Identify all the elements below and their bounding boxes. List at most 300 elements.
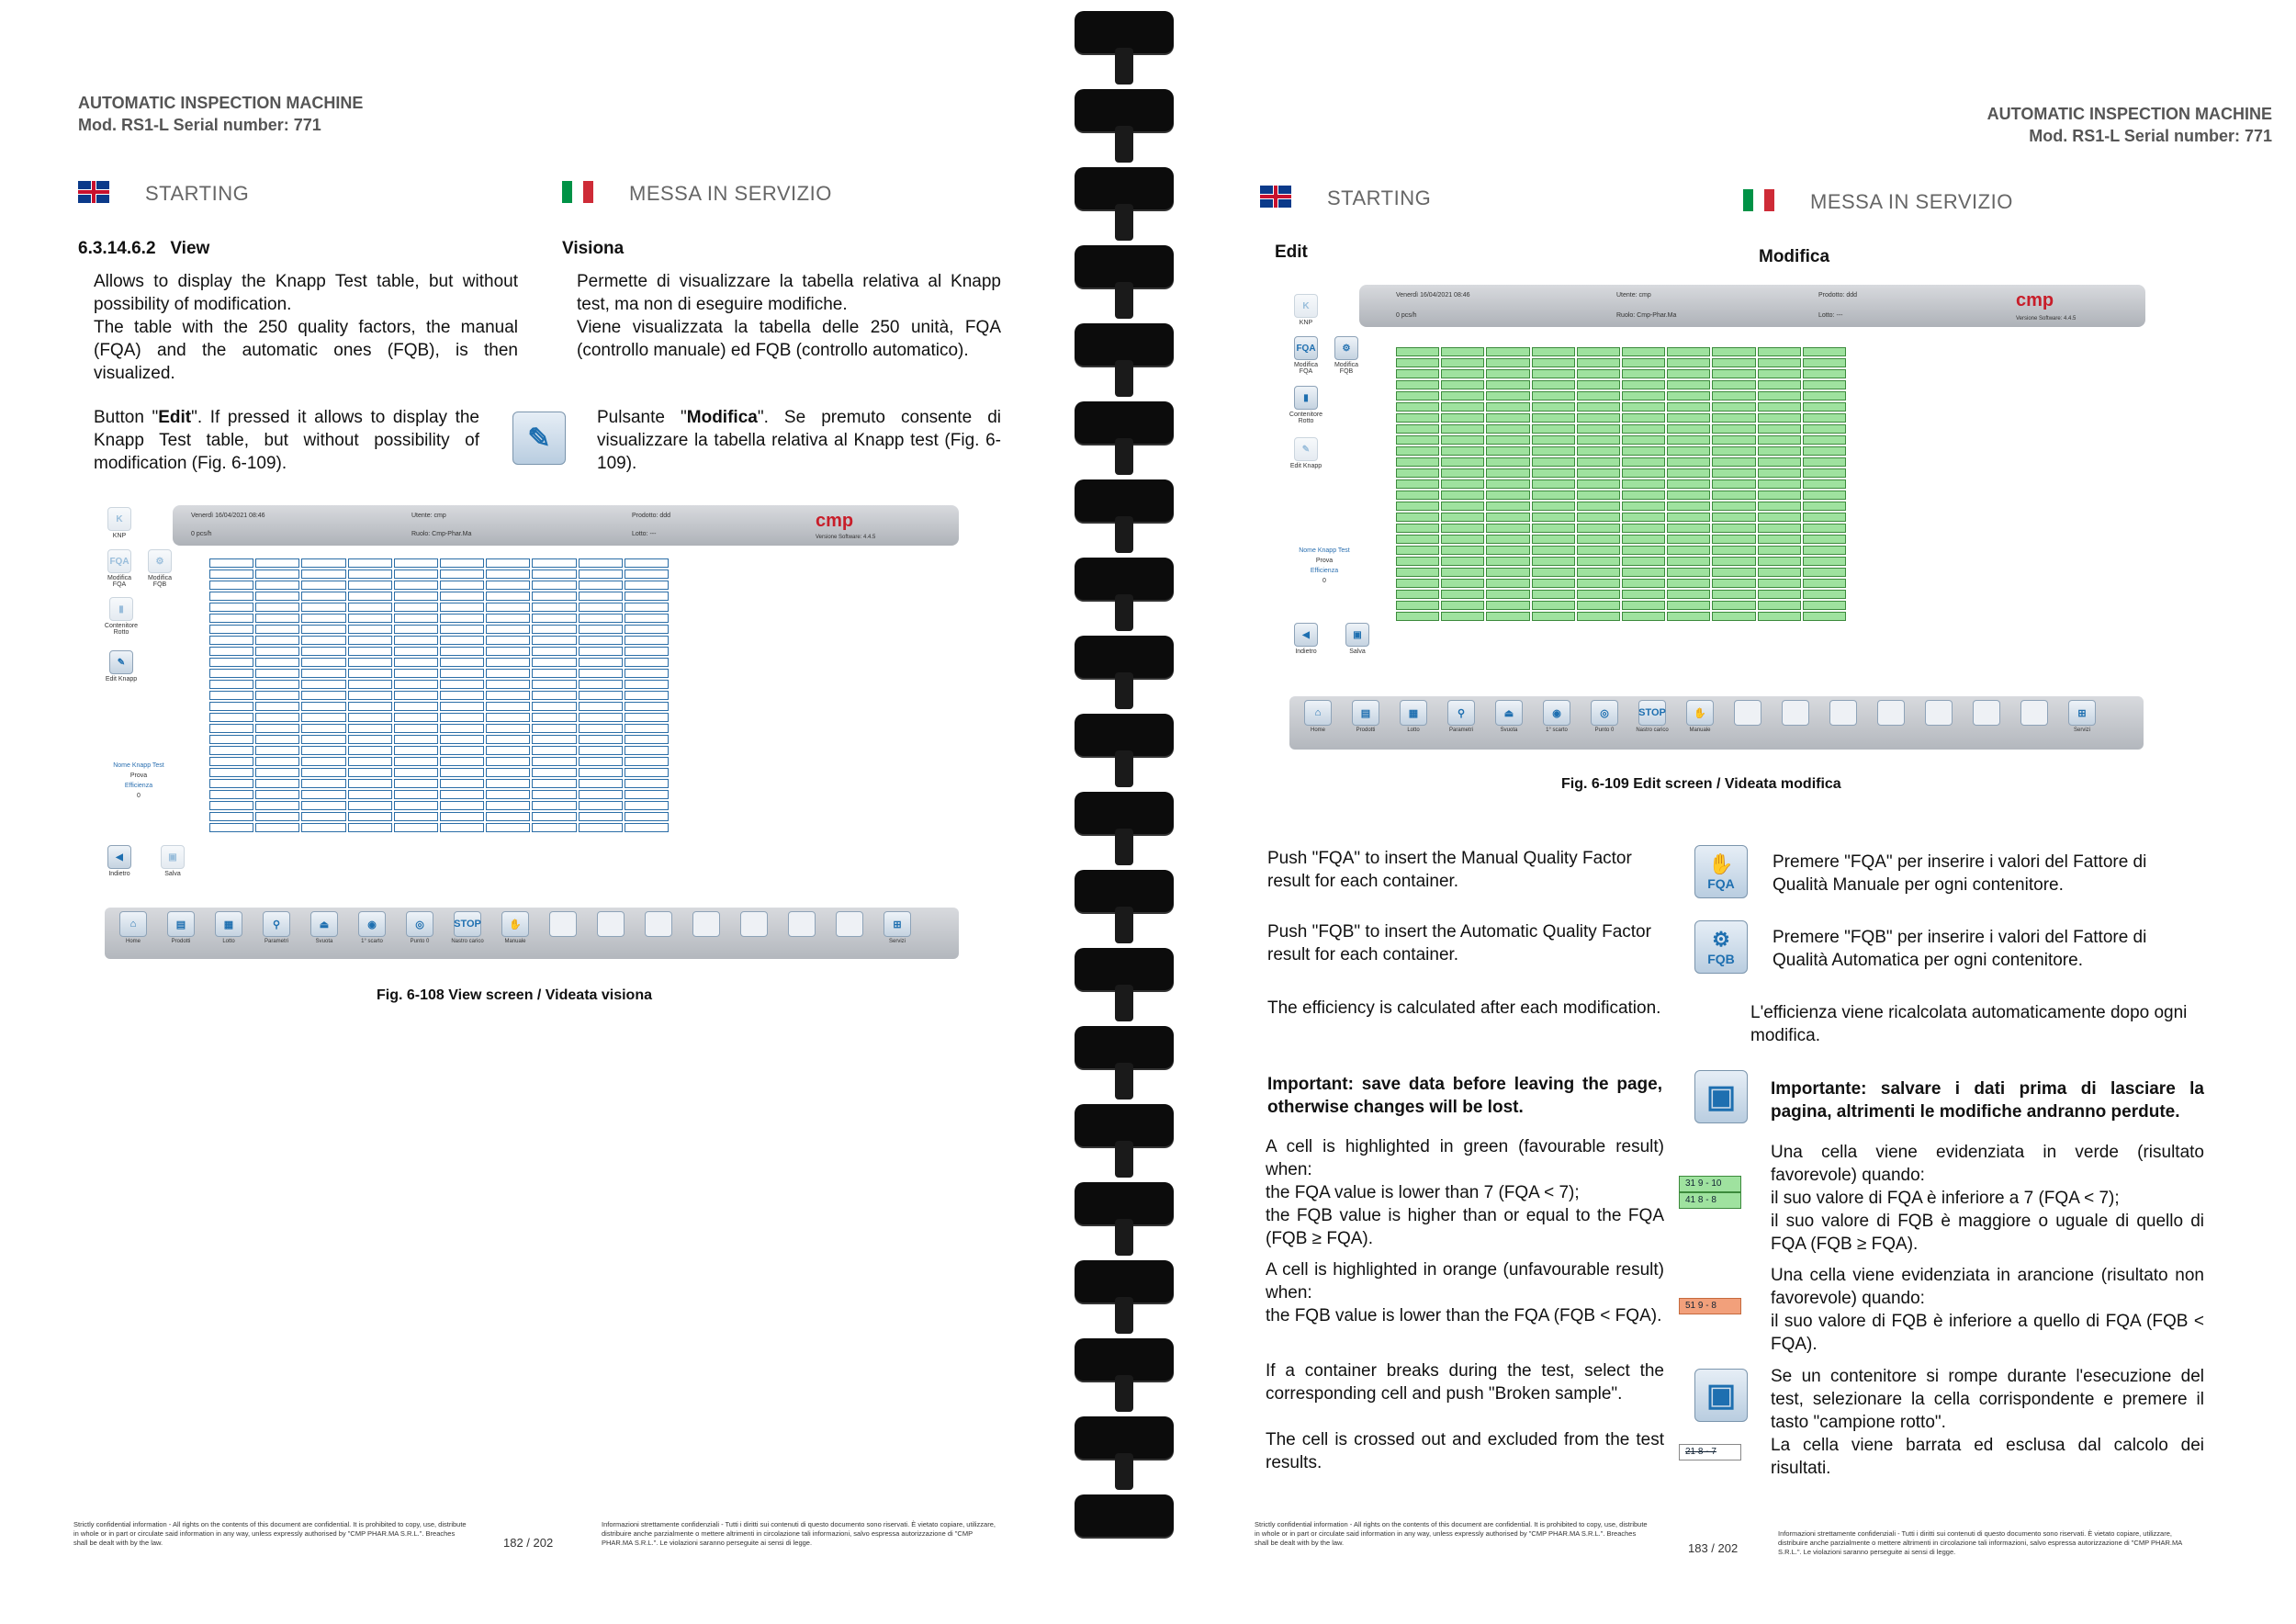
table-cell (1577, 557, 1620, 566)
toolbar-icon: ◉ (1543, 700, 1570, 726)
table-cell (1486, 435, 1529, 445)
table-cell (1758, 546, 1801, 555)
table-cell (1396, 358, 1439, 367)
table-cell (1486, 424, 1529, 434)
toolbar-icon (597, 911, 625, 937)
table-cell (440, 812, 484, 821)
table-cell (1758, 402, 1801, 412)
table-cell (1712, 358, 1755, 367)
table-cell (1622, 513, 1665, 522)
table-cell (440, 757, 484, 766)
table-cell (209, 812, 253, 821)
table-cell (1396, 457, 1439, 467)
table-cell (532, 658, 576, 667)
table-cell (394, 581, 438, 590)
save-disk-icon: ▣ (161, 845, 185, 869)
table-cell (579, 779, 623, 788)
table-cell (1396, 601, 1439, 610)
table-cell (1803, 358, 1846, 367)
table-cell (1622, 579, 1665, 588)
table-cell (255, 592, 299, 601)
efficiency-note-it: L'efficienza viene ricalcolata automaticamente dopo ogni modifica. (1750, 1003, 2188, 1045)
table-cell (1712, 513, 1755, 522)
table-cell (1577, 446, 1620, 456)
toolbar-button (542, 911, 584, 939)
table-cell (440, 625, 484, 634)
fqa-description-it: Premere "FQA" per inserire i valori del Fattore di Qualità Manuale per ogni contenitore. (1773, 852, 2147, 895)
table-cell (1441, 524, 1484, 533)
table-cell (255, 823, 299, 832)
heading-it: Visiona (562, 239, 625, 258)
table-cell (579, 581, 623, 590)
table-cell (1622, 380, 1665, 389)
table-cell (1803, 347, 1846, 356)
table-cell (301, 669, 345, 678)
table-cell (1622, 491, 1665, 500)
table-cell (532, 757, 576, 766)
edit-screen-screenshot (1286, 285, 2149, 762)
table-cell (486, 647, 530, 656)
table-cell (209, 625, 253, 634)
table-cell (301, 570, 345, 579)
table-cell (1396, 590, 1439, 599)
table-cell (440, 647, 484, 656)
table-cell (1758, 457, 1801, 467)
section-title-en: STARTING (145, 182, 250, 205)
section-title-en: STARTING (1327, 186, 1432, 209)
table-cell (1667, 535, 1710, 544)
table-cell (1577, 568, 1620, 577)
table-cell (1441, 435, 1484, 445)
table-cell (532, 812, 576, 821)
table-cell (579, 801, 623, 810)
table-cell (348, 625, 392, 634)
toolbar-button: ⚲ Parametri (1440, 700, 1482, 733)
table-cell (1577, 546, 1620, 555)
toolbar-icon (645, 911, 672, 937)
view-screen-screenshot (101, 503, 964, 972)
toolbar-button: ◉ 1° scarto (351, 911, 393, 944)
table-cell (1532, 435, 1575, 445)
table-cell (255, 558, 299, 568)
binding-ring (1075, 479, 1174, 522)
table-cell (348, 636, 392, 645)
table-cell (1758, 413, 1801, 423)
table-cell (394, 592, 438, 601)
toolbar-button: ⌂ Home (112, 911, 154, 944)
table-cell (301, 592, 345, 601)
table-cell (1441, 502, 1484, 511)
table-cell (1441, 358, 1484, 367)
toolbar-button (1918, 700, 1960, 727)
heading-it: Modifica (1759, 247, 1830, 266)
table-cell (301, 636, 345, 645)
table-cell (1667, 513, 1710, 522)
table-cell (209, 757, 253, 766)
table-cell (394, 658, 438, 667)
table-cell (1803, 601, 1846, 610)
table-cell (1712, 424, 1755, 434)
table-cell (1486, 612, 1529, 621)
side-edit-fqa: FQA Modifica FQA (101, 549, 138, 588)
binding-ring (1075, 1494, 1174, 1537)
table-cell (1441, 402, 1484, 412)
table-cell (440, 768, 484, 777)
table-cell (579, 647, 623, 656)
fqa-icon: FQA (1294, 336, 1318, 360)
table-cell (348, 680, 392, 689)
table-cell (1486, 535, 1529, 544)
table-cell (1441, 491, 1484, 500)
table-cell (625, 812, 669, 821)
table-cell (394, 735, 438, 744)
table-cell (1441, 590, 1484, 599)
green-rule-it: Una cella viene evidenziata in verde (risultato favorevole) quando: il suo valore di FQA è inferiore a 7 (FQA < 7); il suo valore di FQB è maggiore o uguale di quello di FQA (FQB ≥ FQA). (1771, 1143, 2204, 1254)
table-cell (209, 735, 253, 744)
table-cell (1441, 424, 1484, 434)
table-cell (625, 658, 669, 667)
table-cell (209, 713, 253, 722)
table-cell (532, 768, 576, 777)
toolbar-button: STOP Nastro carico (446, 911, 489, 944)
table-cell (301, 823, 345, 832)
table-cell (348, 768, 392, 777)
toolbar-icon: ⚲ (1447, 700, 1475, 726)
table-cell (209, 592, 253, 601)
table-cell (1577, 358, 1620, 367)
table-cell (486, 823, 530, 832)
table-cell (1577, 413, 1620, 423)
knapp-name-label: Nome Knapp Test (113, 762, 164, 769)
table-cell (1622, 479, 1665, 489)
table-cell (394, 625, 438, 634)
table-cell (625, 614, 669, 623)
toolbar-button (828, 911, 871, 939)
table-cell (348, 735, 392, 744)
table-cell (1532, 424, 1575, 434)
table-cell (255, 614, 299, 623)
toolbar-button: ◎ Punto 0 (399, 911, 441, 944)
table-cell (625, 779, 669, 788)
table-cell (1667, 468, 1710, 478)
table-cell (1758, 568, 1801, 577)
toolbar-icon: ▤ (167, 911, 195, 937)
table-cell (440, 779, 484, 788)
knapp-name-label: Nome Knapp Test (1299, 547, 1350, 554)
table-cell (486, 592, 530, 601)
toolbar-icon (1925, 700, 1953, 726)
table-cell (1486, 479, 1529, 489)
save-disk-icon: ▣ (1694, 1070, 1748, 1123)
table-cell (1622, 468, 1665, 478)
fqb-gear-icon: ⚙ (1334, 336, 1358, 360)
table-cell (579, 603, 623, 612)
uk-flag-icon (78, 181, 109, 203)
italy-flag-icon (1743, 189, 1774, 211)
table-cell (1577, 612, 1620, 621)
edit-pencil-icon: ✎ (512, 412, 566, 465)
table-cell (1712, 468, 1755, 478)
back-button: ◀ Indietro (103, 845, 136, 877)
table-cell (1803, 380, 1846, 389)
table-cell (348, 592, 392, 601)
table-cell (1758, 513, 1801, 522)
toolbar-button (1774, 700, 1817, 727)
table-cell (301, 658, 345, 667)
broken-sample-it: Se un contenitore si rompe durante l'esecuzione del test, selezionare la cella corrispondente e premere il tasto "campione rotto". La cella viene barrata ed esclusa dal calcolo dei risultati. (1771, 1367, 2204, 1478)
side-edit-fqa: FQA Modifica FQA (1288, 336, 1324, 375)
table-cell (1758, 468, 1801, 478)
table-cell (1396, 524, 1439, 533)
broken-container-icon: ▮ (109, 597, 133, 621)
table-cell (1622, 424, 1665, 434)
side-edit-knapp: ✎ Edit Knapp (101, 650, 141, 682)
table-cell (1712, 391, 1755, 400)
toolbar-button (2013, 700, 2055, 727)
table-cell (1486, 413, 1529, 423)
table-cell (625, 558, 669, 568)
binding-ring (1075, 167, 1174, 209)
table-cell (1441, 468, 1484, 478)
section-title-it: MESSA IN SERVIZIO (629, 182, 832, 205)
table-cell (625, 647, 669, 656)
table-cell (440, 570, 484, 579)
table-cell (1712, 380, 1755, 389)
green-rule-en: A cell is highlighted in green (favourable result) when: the FQA value is lower than 7 (FQA < 7); the FQB value is higher than or equal to the FQA (FQB ≥ FQA). (1266, 1137, 1664, 1248)
table-cell (1532, 579, 1575, 588)
table-cell (1712, 579, 1755, 588)
table-cell (394, 669, 438, 678)
table-cell (1396, 446, 1439, 456)
toolbar-button (1870, 700, 1912, 727)
side-broken: ▮ Contenitore Rotto (1286, 386, 1326, 424)
toolbar-icon: ◎ (406, 911, 433, 937)
table-cell (1622, 546, 1665, 555)
toolbar-icon: ▦ (215, 911, 242, 937)
toolbar-icon: ✋ (1686, 700, 1714, 726)
toolbar-icon: ✋ (501, 911, 529, 937)
table-cell (440, 724, 484, 733)
table-cell (440, 603, 484, 612)
table-cell (1577, 524, 1620, 533)
table-cell (1577, 468, 1620, 478)
table-cell (1396, 424, 1439, 434)
table-cell (1441, 568, 1484, 577)
table-cell (625, 680, 669, 689)
side-edit-knapp: ✎ Edit Knapp (1286, 437, 1326, 469)
screen-lot: Lotto: --- (1818, 312, 1843, 319)
table-cell (1803, 468, 1846, 478)
table-cell (532, 614, 576, 623)
table-cell (486, 680, 530, 689)
table-cell (625, 625, 669, 634)
table-cell (301, 724, 345, 733)
table-cell (394, 801, 438, 810)
toolbar-icon: ⌂ (119, 911, 147, 937)
table-cell (1486, 524, 1529, 533)
toolbar-icon (788, 911, 816, 937)
binding-ring (1075, 558, 1174, 600)
table-cell (625, 757, 669, 766)
table-cell (579, 592, 623, 601)
table-cell (1622, 358, 1665, 367)
table-cell (579, 680, 623, 689)
fqb-gear-icon: ⚙ FQB (1694, 920, 1748, 974)
table-cell (301, 790, 345, 799)
table-cell (255, 570, 299, 579)
table-cell (1712, 347, 1755, 356)
table-cell (1577, 402, 1620, 412)
table-cell (255, 801, 299, 810)
table-cell (1486, 579, 1529, 588)
table-cell (1712, 479, 1755, 489)
table-cell (440, 691, 484, 700)
toolbar-button (1965, 700, 2008, 727)
table-cell (301, 801, 345, 810)
toolbar-button: ◉ 1° scarto (1536, 700, 1578, 733)
table-cell (1441, 413, 1484, 423)
side-knp: K KNP (1288, 294, 1324, 326)
table-cell (1396, 546, 1439, 555)
binding-ring (1075, 1026, 1174, 1068)
table-cell (1712, 369, 1755, 378)
screen-product: Prodotto: ddd (1818, 292, 1858, 299)
table-cell (209, 603, 253, 612)
table-cell (440, 790, 484, 799)
manual-page-183 (1194, 0, 2296, 1624)
table-cell (394, 746, 438, 755)
table-cell (1667, 402, 1710, 412)
knp-icon: K (1294, 294, 1318, 318)
table-cell (1486, 601, 1529, 610)
toolbar-icon: ⊞ (2068, 700, 2096, 726)
toolbar-icon (692, 911, 720, 937)
table-cell (1803, 391, 1846, 400)
table-cell (1441, 557, 1484, 566)
table-cell (209, 779, 253, 788)
toolbar-icon (1877, 700, 1905, 726)
table-cell (1441, 513, 1484, 522)
binding-ring (1075, 870, 1174, 912)
table-cell (1577, 391, 1620, 400)
table-cell (1441, 457, 1484, 467)
footer-confidential-it: Informazioni strettamente confidenziali - Tutti i diritti sui contenuti di questo documento sono riservati. È vietato copiare, utilizzare, distribuire anche parzialmente o mettere altrimenti in circolazione tali informazioni, salvo espressa autorizzazione di "CMP PHAR.MA S.R.L.". Le violazioni saranno perseguite ai sensi di legge. (602, 1520, 996, 1547)
table-cell (1396, 535, 1439, 544)
table-cell (255, 713, 299, 722)
toolbar-button (637, 911, 680, 939)
table-cell (394, 691, 438, 700)
table-cell (625, 592, 669, 601)
table-cell (209, 658, 253, 667)
binding-ring (1075, 323, 1174, 366)
table-cell (579, 746, 623, 755)
table-cell (1803, 568, 1846, 577)
table-cell (1532, 524, 1575, 533)
table-cell (1441, 446, 1484, 456)
side-edit-fqb: ⚙ Modifica FQB (141, 549, 178, 588)
table-cell (348, 801, 392, 810)
table-cell (1532, 479, 1575, 489)
table-cell (579, 713, 623, 722)
heading-en: 6.3.14.6.2 View (78, 239, 210, 258)
table-cell (532, 558, 576, 568)
table-cell (1396, 468, 1439, 478)
table-cell (209, 724, 253, 733)
table-cell (394, 614, 438, 623)
table-cell (1712, 457, 1755, 467)
table-cell (1486, 590, 1529, 599)
table-cell (1486, 402, 1529, 412)
table-cell (579, 702, 623, 711)
screen-role: Ruolo: Cmp-Phar.Ma (1616, 312, 1677, 319)
table-cell (1712, 446, 1755, 456)
table-cell (1441, 579, 1484, 588)
table-cell (255, 768, 299, 777)
table-cell (348, 658, 392, 667)
table-cell (1667, 579, 1710, 588)
table-cell (1396, 402, 1439, 412)
fqa-description-en: Push "FQA" to insert the Manual Quality Factor result for each container. (1267, 849, 1632, 891)
table-cell (1577, 457, 1620, 467)
table-cell (579, 757, 623, 766)
toolbar-icon: ⌂ (1304, 700, 1332, 726)
toolbar-button (1822, 700, 1864, 727)
screen-count: 0 pcs/h (191, 531, 212, 537)
table-cell (1577, 380, 1620, 389)
table-cell (440, 558, 484, 568)
table-cell (1712, 568, 1755, 577)
table-cell (1622, 612, 1665, 621)
table-cell (1441, 479, 1484, 489)
toolbar-icon: ⚲ (263, 911, 290, 937)
table-cell (1667, 435, 1710, 445)
table-cell (1667, 446, 1710, 456)
toolbar-icon: ◉ (358, 911, 386, 937)
toolbar-icon (740, 911, 768, 937)
table-cell (625, 768, 669, 777)
table-cell (255, 647, 299, 656)
table-cell (209, 746, 253, 755)
table-cell (209, 570, 253, 579)
table-cell (1486, 380, 1529, 389)
table-cell (486, 603, 530, 612)
figure-caption: Fig. 6-108 View screen / Videata visiona (377, 987, 652, 1003)
table-cell (255, 691, 299, 700)
table-cell (486, 636, 530, 645)
edit-button-description-it: Pulsante "Modifica". Se premuto consente di visualizzare la tabella relativa al Knapp test (Fig. 6-109). (597, 408, 1001, 473)
table-cell (1667, 479, 1710, 489)
toolbar-button: ▦ Lotto (1392, 700, 1435, 733)
binding-ring (1075, 1104, 1174, 1146)
table-cell (1622, 535, 1665, 544)
table-cell (255, 669, 299, 678)
toolbar-button (685, 911, 727, 939)
table-cell (1803, 446, 1846, 456)
table-cell (1758, 358, 1801, 367)
table-cell (1486, 369, 1529, 378)
table-cell (532, 702, 576, 711)
screen-lot: Lotto: --- (632, 531, 657, 537)
table-cell (440, 702, 484, 711)
table-cell (1396, 413, 1439, 423)
binding-ring (1075, 792, 1174, 834)
table-cell (486, 757, 530, 766)
side-knp: K KNP (101, 507, 138, 539)
table-cell (532, 746, 576, 755)
save-button: ▣ Salva (156, 845, 189, 877)
table-cell (1803, 413, 1846, 423)
table-cell (1622, 402, 1665, 412)
